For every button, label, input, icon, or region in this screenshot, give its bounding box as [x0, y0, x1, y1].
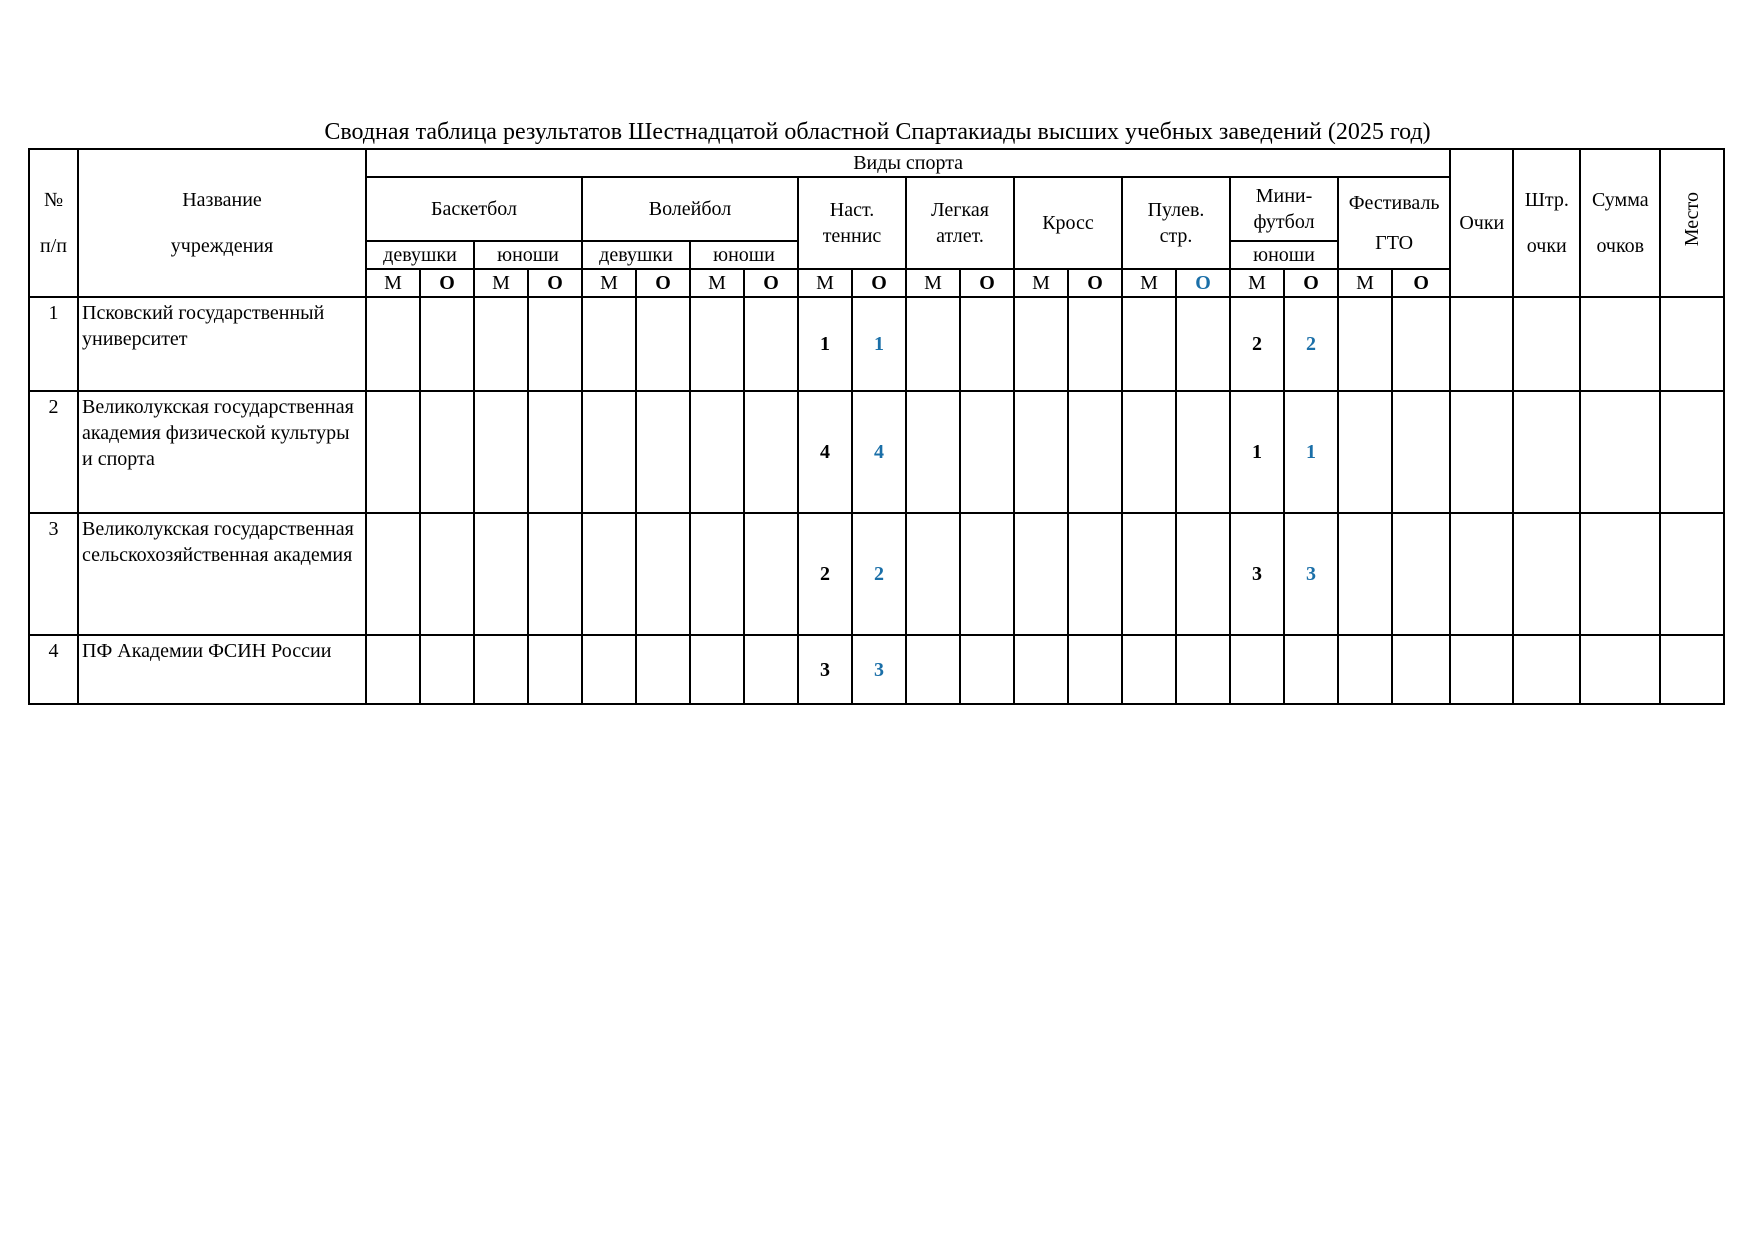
- table-tennis-o: 2: [852, 513, 906, 635]
- volleyball-boys: юноши: [690, 241, 798, 269]
- minifootball-boys: юноши: [1230, 241, 1338, 269]
- place-header: Место: [1660, 149, 1724, 297]
- m-label: М: [366, 269, 420, 297]
- table-tennis-header: Наст. теннис: [798, 177, 906, 269]
- name-header: Название учреждения: [78, 149, 366, 297]
- m-label: М: [582, 269, 636, 297]
- table-tennis-m: 1: [798, 297, 852, 391]
- table-tennis-o: 4: [852, 391, 906, 513]
- header-row-1: [29, 149, 1724, 177]
- page-title: Сводная таблица результатов Шестнадцатой областной Спартакиады высших учебных заведений (2025 год): [324, 119, 1431, 145]
- table-row: [29, 391, 1724, 513]
- minifootball-o: 1: [1284, 391, 1338, 513]
- num-header: № п/п: [29, 149, 78, 297]
- m-label: М: [690, 269, 744, 297]
- minifootball-header: Мини- футбол: [1230, 177, 1338, 241]
- o-label: О: [1068, 269, 1122, 297]
- o-label: О: [636, 269, 690, 297]
- shooting-header: Пулев. стр.: [1122, 177, 1230, 269]
- basketball-boys: юноши: [474, 241, 582, 269]
- table-row: [29, 513, 1724, 635]
- o-label: О: [1392, 269, 1450, 297]
- points-header: Очки: [1450, 149, 1513, 297]
- table-tennis-m: 3: [798, 635, 852, 704]
- table-tennis-m: 4: [798, 391, 852, 513]
- o-label: О: [744, 269, 798, 297]
- row-number: 4: [29, 635, 78, 704]
- m-label: М: [1338, 269, 1392, 297]
- m-label: М: [798, 269, 852, 297]
- m-label: М: [906, 269, 960, 297]
- institution-name: Великолукская государственная сельскохозяйственная академия: [78, 513, 366, 635]
- minifootball-m: 1: [1230, 391, 1284, 513]
- m-label: М: [1122, 269, 1176, 297]
- m-label: М: [474, 269, 528, 297]
- o-label: О: [1176, 269, 1230, 297]
- table-tennis-o: 1: [852, 297, 906, 391]
- results-table: [28, 148, 1725, 705]
- o-label: О: [1284, 269, 1338, 297]
- minifootball-m: 3: [1230, 513, 1284, 635]
- row-number: 2: [29, 391, 78, 513]
- o-label: О: [852, 269, 906, 297]
- minifootball-m: 2: [1230, 297, 1284, 391]
- institution-name: Псковский государственный университет: [78, 297, 366, 391]
- table-row: [29, 635, 1724, 704]
- basketball-girls: девушки: [366, 241, 474, 269]
- o-label: О: [420, 269, 474, 297]
- table-tennis-m: 2: [798, 513, 852, 635]
- sum-header: Сумма очков: [1580, 149, 1660, 297]
- row-number: 3: [29, 513, 78, 635]
- volleyball-header: Волейбол: [582, 177, 798, 241]
- o-label: О: [528, 269, 582, 297]
- gto-header: Фестиваль ГТО: [1338, 177, 1450, 269]
- institution-name: Великолукская государственная академия физической культуры и спорта: [78, 391, 366, 513]
- cross-header: Кросс: [1014, 177, 1122, 269]
- penalty-header: Штр. очки: [1513, 149, 1580, 297]
- m-label: М: [1230, 269, 1284, 297]
- institution-name: ПФ Академии ФСИН России: [78, 635, 366, 704]
- minifootball-o: 2: [1284, 297, 1338, 391]
- minifootball-o: [1284, 635, 1338, 704]
- volleyball-girls: девушки: [582, 241, 690, 269]
- m-label: М: [1014, 269, 1068, 297]
- basketball-header: Баскетбол: [366, 177, 582, 241]
- minifootball-m: [1230, 635, 1284, 704]
- table-row: [29, 297, 1724, 391]
- athletics-header: Легкая атлет.: [906, 177, 1014, 269]
- minifootball-o: 3: [1284, 513, 1338, 635]
- o-label: О: [960, 269, 1014, 297]
- row-number: 1: [29, 297, 78, 391]
- table-tennis-o: 3: [852, 635, 906, 704]
- sports-group-header: Виды спорта: [366, 149, 1450, 177]
